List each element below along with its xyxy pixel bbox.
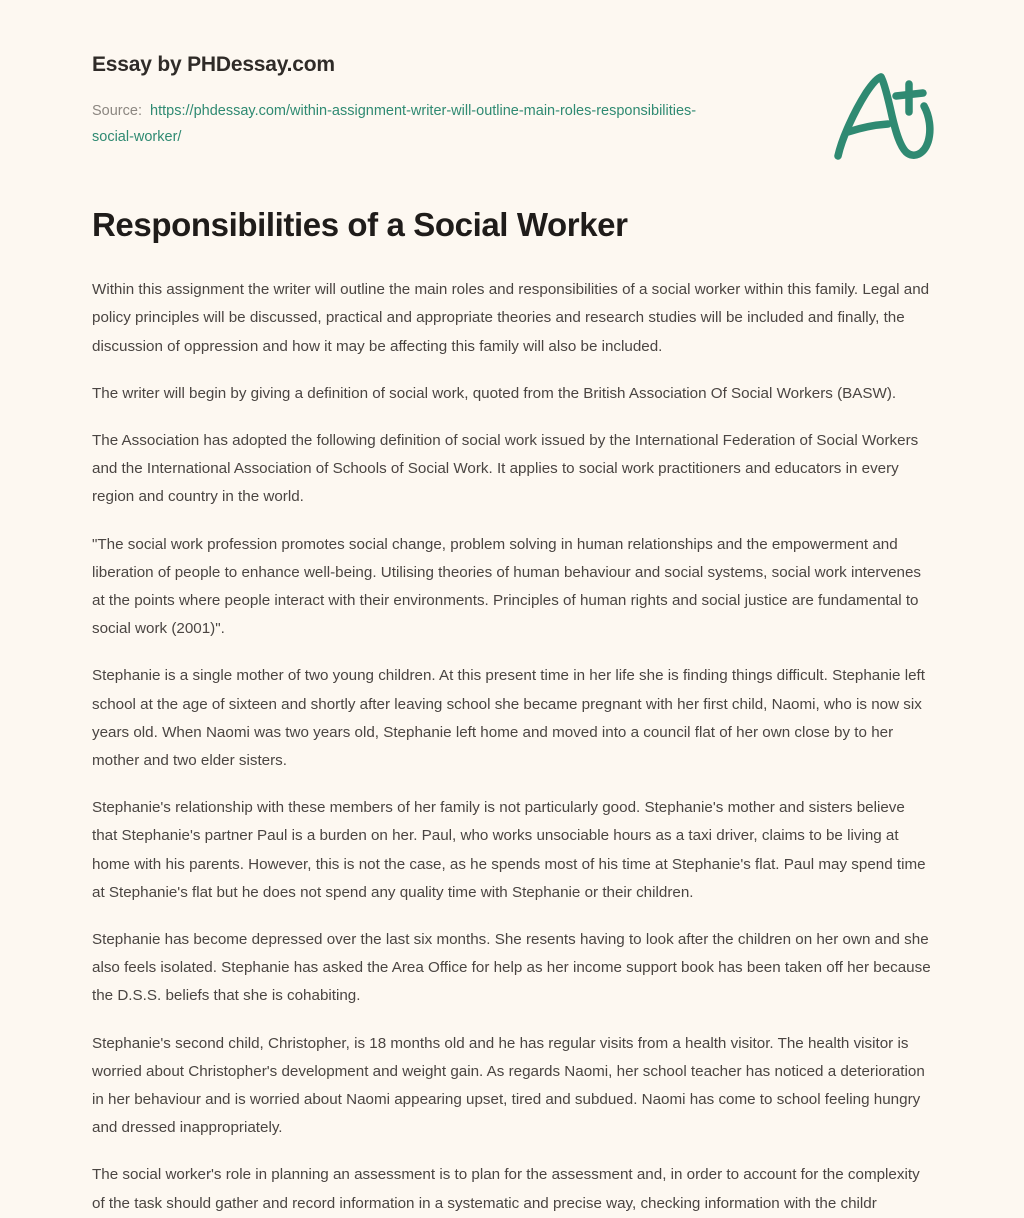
body-paragraph: Stephanie's second child, Christopher, is 18 months old and he has regular visits from a health visitor. The health visitor is worried about Christopher's development and weight gain. As regards Naomi, her school teacher has noticed a deterioration in her behaviour and is worried about Naomi appearing upset, tired and subdued. Naomi has come to school feeling hungry and dressed inappropriately. xyxy=(92,1034,925,1137)
a-plus-script-logo-icon xyxy=(826,60,946,170)
body-paragraph: Stephanie's relationship with these members of her family is not particularly good. Stephanie's mother and sisters believe that Stephanie's partner Paul is a burden on her. Paul, who works unsociable hours as a taxi driver, claims to be living at home with his parents. However, this is not the case, as he spends most of his time at Stephanie's flat. Paul may spend time at Stephanie's flat but he does not spend any quality time with Stephanie or their children. xyxy=(92,799,926,901)
source-url-link[interactable]: https://phdessay.com/within-assignment-writer-will-outline-main-roles-responsibilities-social-worker/ xyxy=(92,103,697,146)
body-paragraph: Within this assignment the writer will outline the main roles and responsibilities of a social worker within this family. Legal and policy principles will be discussed, practical and appropriate theories and research studies will be included and finally, the discussion of oppression and how it may be affecting this family will also be included. xyxy=(92,281,930,355)
essay-body xyxy=(92,276,934,1218)
page-title: Responsibilities of a Social Worker xyxy=(92,206,628,244)
source-label: Source: xyxy=(92,103,142,120)
page-header xyxy=(0,0,1024,150)
body-paragraph: "The social work profession promotes social change, problem solving in human relationships and the empowerment and liberation of people to enhance well-being. Utilising theories of human behaviour and social systems, social work intervenes at the points where people interact with their environments. Principles of human rights and social justice are fundamental to social work (2001)". xyxy=(92,535,922,638)
body-paragraph: The social worker's role in planning an assessment is to plan for the assessment and, in order to account for the complexity of the task should gather and record information in a systematic and precise way, checking information with the childr xyxy=(92,1166,920,1212)
source-line xyxy=(92,98,712,150)
body-paragraph: The writer will begin by giving a definition of social work, quoted from the British Association Of Social Workers (BASW). xyxy=(92,384,897,402)
body-paragraph: The Association has adopted the following definition of social work issued by the International Federation of Social Workers and the International Association of Schools of Social Work. It applies to social work practitioners and educators in every region and country in the world. xyxy=(92,431,919,506)
body-paragraph: Stephanie is a single mother of two young children. At this present time in her life she is finding things difficult. Stephanie left school at the age of sixteen and shortly after leaving school she became pregnant with her first child, Naomi, who is now six years old. When Naomi was two years old, Stephanie left home and moved into a council flat of her own close by to her mother and two elder sisters. xyxy=(92,667,925,769)
brand-title: Essay by PHDessay.com xyxy=(92,53,335,76)
body-paragraph: Stephanie has become depressed over the last six months. She resents having to look after the children on her own and she also feels isolated. Stephanie has asked the Area Office for help as her income support book has been taken off her because the D.S.S. beliefs that she is cohabiting. xyxy=(92,930,931,1005)
